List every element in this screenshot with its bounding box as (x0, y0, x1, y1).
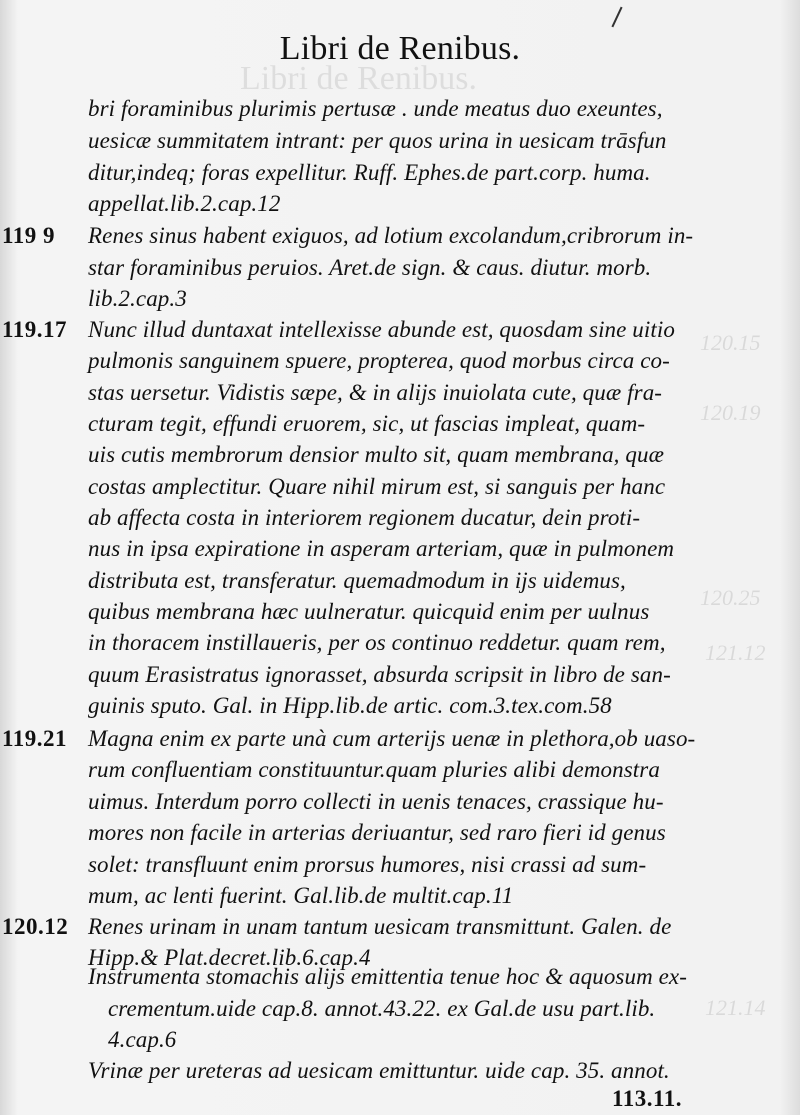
reference-number: 119.21 (2, 726, 67, 751)
bleed-through-ref: 120.15 (700, 330, 761, 355)
text-line: guinis sputo. Gal. in Hipp.lib.de artic. com.3.tex.com.58 (88, 693, 612, 718)
text-line: Nunc illud duntaxat intellexisse abunde est, quosdam sine uitio (88, 317, 675, 342)
text-line: uimus. Interdum porro collecti in uenis tenaces, crassique hu- (88, 789, 664, 814)
text-line: lib.2.cap.3 (88, 286, 187, 311)
text-line: mores non facile in arterias deriuantur, sed raro fieri id genus (88, 820, 666, 845)
catchword: 113.11. (612, 1086, 682, 1111)
text-line: rum confluentiam constituuntur.quam pluries alibi demonstra (88, 757, 660, 782)
text-line: Renes sinus habent exiguos, ad lotium excolandum,cribrorum in- (88, 223, 694, 248)
text-line: stas uersetur. Vidistis sæpe, & in alijs inuiolata cute, quæ fra- (88, 380, 663, 405)
bleed-through-ref: 120.25 (700, 585, 761, 610)
final-text-line: Vrinæ per ureteras ad uesicam emittuntur. uide cap. 35. annot. (88, 1058, 670, 1083)
text-line: mum, ac lenti fuerint. Gal.lib.de multit.cap.11 (88, 883, 514, 908)
text-line: appellat.lib.2.cap.12 (88, 191, 281, 216)
bleed-through-title: Libri de Renibus. (240, 60, 478, 97)
text-line: in thoracem instillaueris, per os continuo reddetur. quam rem, (88, 630, 666, 655)
text-line: Renes urinam in unam tantum uesicam transmittunt. Galen. de (88, 914, 672, 939)
text-line: 4.cap.6 (108, 1027, 177, 1052)
bleed-through-ref: 120.19 (700, 400, 761, 425)
bleed-through-ref: 121.14 (705, 995, 766, 1020)
reference-number: 119.17 (2, 317, 67, 342)
text-line: Hipp.& Plat.decret.lib.6.cap.4 (88, 945, 371, 970)
text-line: cturam tegit, effundi eruorem, sic, ut fascias impleat, quam- (88, 411, 646, 436)
page-title: Libri de Renibus. (279, 30, 521, 67)
text-line: bri foraminibus plurimis pertusæ . unde meatus duo exeuntes, (88, 96, 663, 121)
text-line: costas amplectitur. Quare nihil mirum est, si sanguis per hanc (88, 474, 666, 499)
text-line: nus in ipsa expiratione in asperam arteriam, quæ in pulmonem (88, 536, 675, 561)
text-line: Magna enim ex parte unà cum arterijs uenæ in plethora,ob uaso- (88, 726, 696, 751)
text-line: quum Erasistratus ignorasset, absurda scripsit in libro de san- (88, 662, 671, 687)
text-line: pulmonis sanguinem spuere, propterea, quod morbus circa co- (88, 348, 670, 373)
reference-number: 120.12 (2, 914, 69, 939)
text-line: solet: transfluunt enim prorsus humores, nisi crassi ad sum- (88, 852, 647, 877)
text-line: ditur,indeq; foras expellitur. Ruff. Ephes.de part.corp. huma. (88, 160, 651, 185)
text-line: Instrumenta stomachis alijs emittentia tenue hoc & aquosum ex- (88, 964, 687, 989)
bleed-through-ref: 121.12 (705, 640, 766, 665)
text-line: crementum.uide cap.8. annot.43.22. ex Gal.de usu part.lib. (108, 996, 656, 1021)
reference-number: 119 9 (2, 223, 55, 248)
text-line: uis cutis membrorum densior multo sit, quam membrana, quæ (88, 442, 665, 467)
text-line: star foraminibus peruios. Aret.de sign. & caus. diutur. morb. (88, 255, 652, 280)
text-line: distributa est, transferatur. quemadmodum in ijs uidemus, (88, 568, 626, 593)
text-line: ab affecta costa in interiorem regionem ducatur, dein proti- (88, 505, 641, 530)
text-line: uesicæ summitatem intrant: per quos urina in uesicam trāsfun (88, 128, 667, 153)
text-line: quibus membrana hæc uulneratur. quicquid enim per uulnus (88, 599, 650, 624)
pen-mark (611, 7, 622, 28)
